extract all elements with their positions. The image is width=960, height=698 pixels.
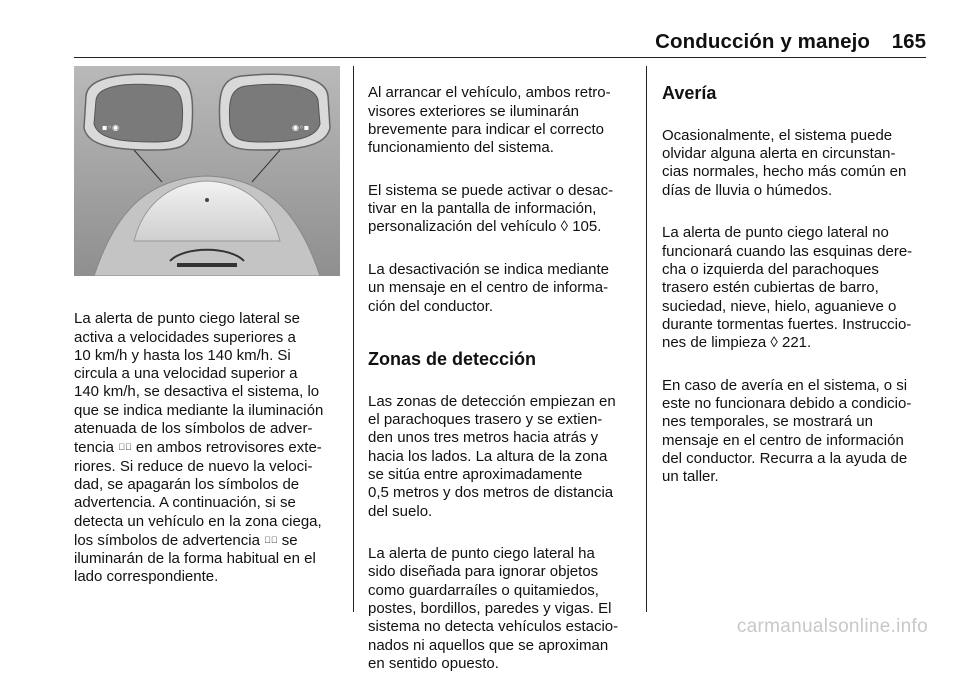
page-number: 165 bbox=[891, 30, 926, 53]
left-mirror-warning-icon: ▪◦◉ bbox=[102, 123, 120, 132]
blind-spot-warning-icon: ◢⃞ bbox=[264, 534, 278, 545]
paragraph: En caso de avería en el sistema, o si este no funcionara debido a condicio- nes temporales, se mostrará un mensaje en el centro de información del conductor. Recurra a la ayuda de un taller. bbox=[662, 376, 912, 486]
header-divider bbox=[74, 57, 926, 58]
page-header-title: Conducción y manejo bbox=[655, 30, 870, 53]
section-heading: Zonas de detección bbox=[368, 349, 537, 370]
blind-spot-mirror-illustration bbox=[74, 66, 340, 276]
section-heading: Avería bbox=[662, 83, 717, 104]
paragraph: La alerta de punto ciego lateral se activa a velocidades superiores a 10 km/h y hasta los 140 km/h. Si circula a una velocidad superior a 140 km/h, se desactiva el sistema, lo que se indica mediante la iluminación atenuada de los símbolos de adver- tencia ◢⃞ en ambos retrovisores exte- riores. Si reduce de nuevo la veloci- dad, se apagarán los símbolos de advertencia. A continuación, si se detecta un vehículo en la zona ciega, los símbolos de advertencia ◢⃞ se iluminarán de la forma habitual en el lado correspondiente. bbox=[74, 310, 324, 586]
paragraph: La alerta de punto ciego lateral no funcionará cuando las esquinas dere- cha o izquierda del parachoques trasero estén cubiertas de barro, suciedad, nieve, hielo, aguanieve o durante tormentas fuertes. Instruccio- nes de limpieza ◊ 221. bbox=[662, 224, 913, 352]
column-divider bbox=[646, 66, 647, 612]
column-divider bbox=[353, 66, 354, 612]
column-3 bbox=[662, 66, 934, 511]
paragraph: Ocasionalmente, el sistema puede olvidar alguna alerta en circunstan- cias normales, hecho más común en días de lluvia o húmedos. bbox=[662, 126, 907, 199]
paragraph: La desactivación se indica mediante un mensaje en el centro de informa- ción del conductor. bbox=[368, 260, 609, 315]
paragraph: La alerta de punto ciego lateral ha sido diseñada para ignorar objetos como guardarraíles o quitamiedos, postes, bordillos, paredes y vigas. El sistema no detecta vehículos estacio- nados ni aquellos que se aproximan en sentido opuesto. bbox=[368, 545, 619, 672]
column-1 bbox=[74, 292, 346, 611]
paragraph: Las zonas de detección empiezan en el parachoques trasero y se extien- den unos tres metros hacia atrás y hacia los lados. La altura de la zona se sitúa entre aproximadamente 0,5 metros y dos metros de distancia del suelo. bbox=[368, 392, 616, 520]
right-mirror-warning-icon: ◉◦▪ bbox=[292, 123, 310, 132]
watermark: carmanualsonline.info bbox=[736, 616, 928, 637]
paragraph: El sistema se puede activar o desac- tivar en la pantalla de información, personalización del vehículo ◊ 105. bbox=[368, 181, 614, 236]
blind-spot-warning-icon: ◢⃞ bbox=[118, 442, 132, 453]
paragraph: Al arrancar el vehículo, ambos retro- visores exteriores se iluminarán brevemente para indicar el correcto funcionamiento del sistema. bbox=[368, 84, 611, 157]
column-2 bbox=[368, 66, 640, 698]
